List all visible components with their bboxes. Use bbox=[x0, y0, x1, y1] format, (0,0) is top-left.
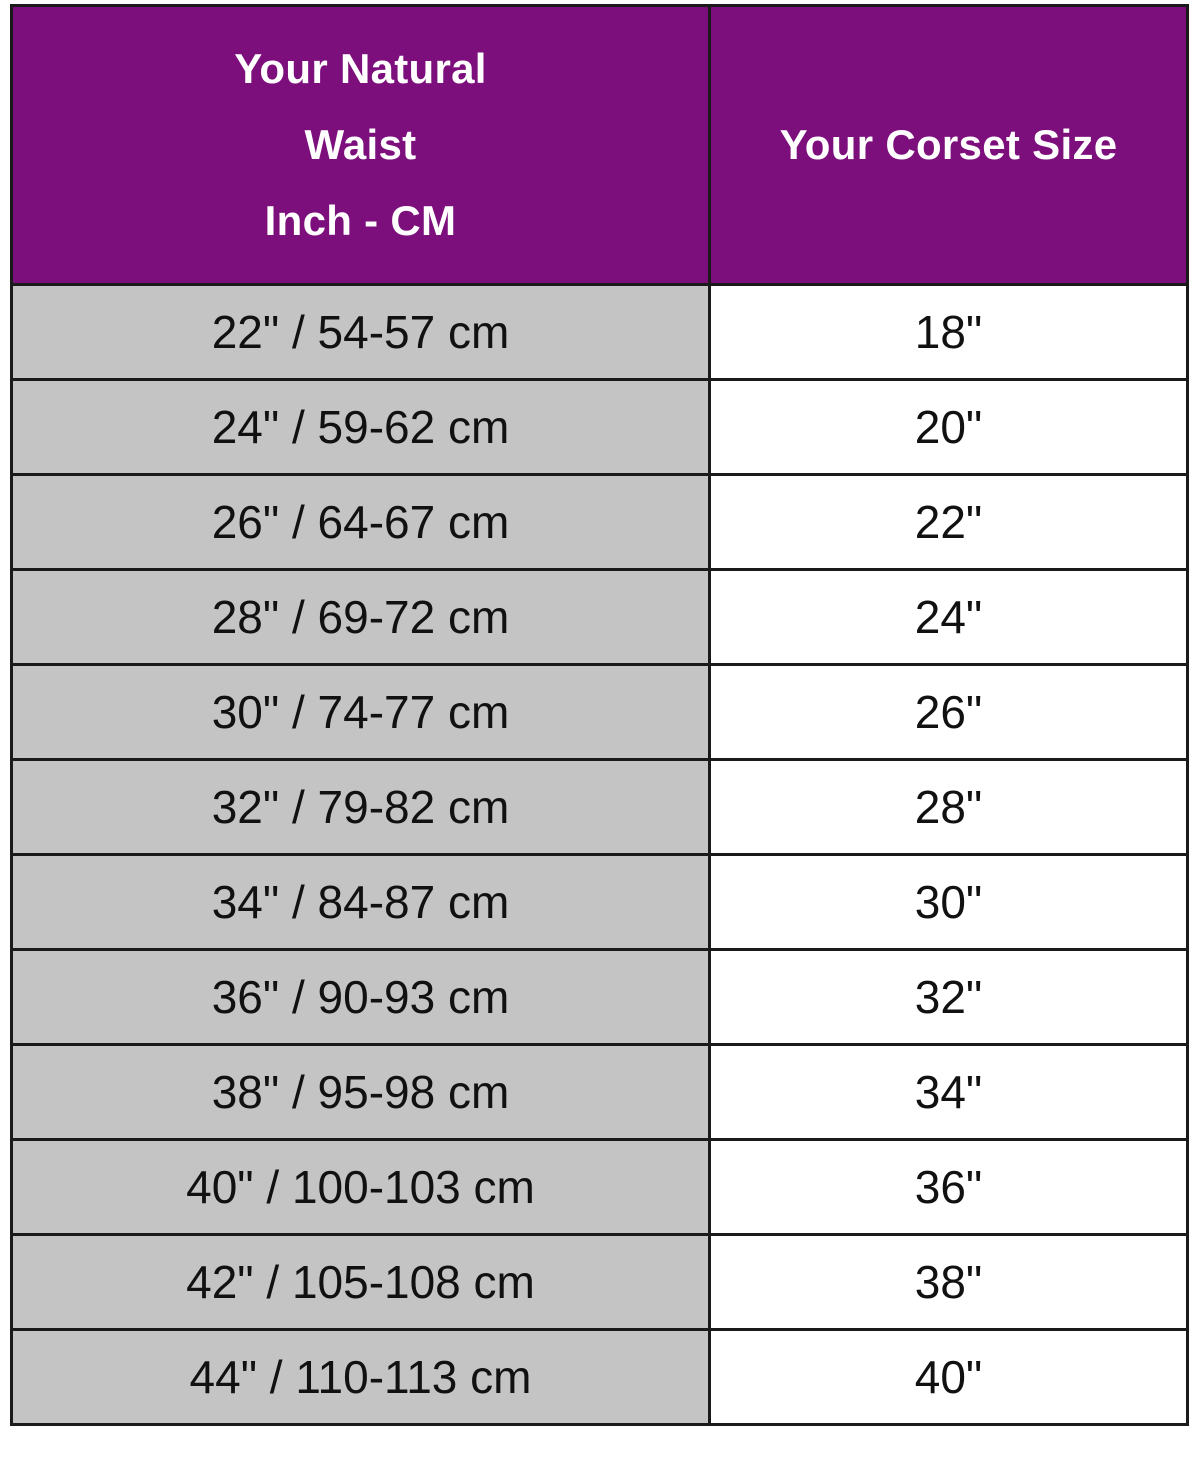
waist-cell: 44" / 110-113 cm bbox=[12, 1330, 710, 1425]
waist-cell: 32" / 79-82 cm bbox=[12, 760, 710, 855]
corset-size-cell: 30" bbox=[710, 855, 1188, 950]
header-waist-line-2: Waist bbox=[304, 121, 417, 168]
header-waist-line-3: Inch - CM bbox=[264, 197, 457, 244]
corset-size-cell: 32" bbox=[710, 950, 1188, 1045]
waist-cell: 38" / 95-98 cm bbox=[12, 1045, 710, 1140]
waist-cell: 22" / 54-57 cm bbox=[12, 285, 710, 380]
waist-cell: 26" / 64-67 cm bbox=[12, 475, 710, 570]
waist-cell: 36" / 90-93 cm bbox=[12, 950, 710, 1045]
corset-size-cell: 34" bbox=[710, 1045, 1188, 1140]
table-row bbox=[12, 665, 1188, 760]
waist-cell: 40" / 100-103 cm bbox=[12, 1140, 710, 1235]
corset-size-cell: 28" bbox=[710, 760, 1188, 855]
waist-cell: 28" / 69-72 cm bbox=[12, 570, 710, 665]
waist-cell: 42" / 105-108 cm bbox=[12, 1235, 710, 1330]
table-row bbox=[12, 1330, 1188, 1425]
table-row bbox=[12, 1140, 1188, 1235]
corset-size-cell: 40" bbox=[710, 1330, 1188, 1425]
table-row bbox=[12, 760, 1188, 855]
header-row bbox=[12, 6, 1188, 285]
header-waist-line-1: Your Natural bbox=[234, 45, 487, 92]
table-row bbox=[12, 1235, 1188, 1330]
corset-size-cell: 38" bbox=[710, 1235, 1188, 1330]
corset-size-cell: 24" bbox=[710, 570, 1188, 665]
waist-cell: 24" / 59-62 cm bbox=[12, 380, 710, 475]
corset-size-cell: 22" bbox=[710, 475, 1188, 570]
table-row bbox=[12, 475, 1188, 570]
corset-size-table bbox=[10, 4, 1189, 1426]
table-row bbox=[12, 570, 1188, 665]
corset-size-cell: 26" bbox=[710, 665, 1188, 760]
table-row bbox=[12, 950, 1188, 1045]
corset-size-cell: 36" bbox=[710, 1140, 1188, 1235]
waist-cell: 34" / 84-87 cm bbox=[12, 855, 710, 950]
table-row bbox=[12, 855, 1188, 950]
header-corset-size: Your Corset Size bbox=[710, 6, 1188, 285]
corset-size-cell: 18" bbox=[710, 285, 1188, 380]
header-natural-waist bbox=[12, 6, 710, 285]
table-row bbox=[12, 285, 1188, 380]
waist-cell: 30" / 74-77 cm bbox=[12, 665, 710, 760]
corset-size-cell: 20" bbox=[710, 380, 1188, 475]
table-row bbox=[12, 380, 1188, 475]
table-row bbox=[12, 1045, 1188, 1140]
